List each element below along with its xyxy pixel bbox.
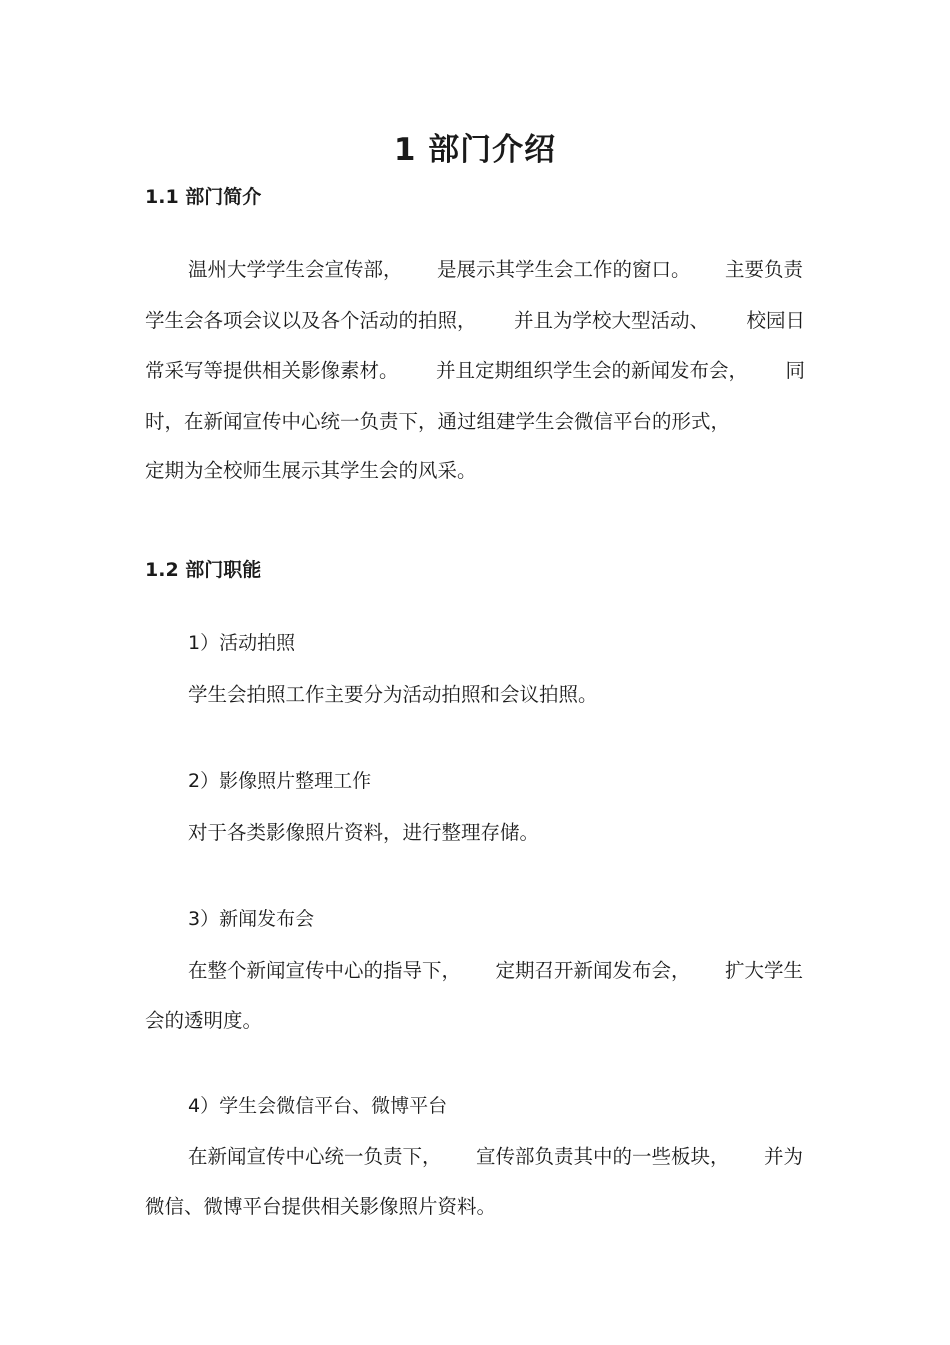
text-segment: 是展示其学生会工作的窗口。 (436, 258, 691, 281)
text-segment: 常采写等提供相关影像素材。 (145, 359, 399, 382)
text-segment: 并为 (763, 1145, 803, 1168)
section-heading-1-1: 1.1 部门简介 (145, 186, 262, 208)
text-segment: 并且为学校大型活动、 (513, 309, 709, 332)
section-heading-1-2: 1.2 部门职能 (145, 559, 262, 581)
text-segment: 在整个新闻宣传中心的指导下， (188, 959, 462, 982)
list-item-label: 4）学生会微信平台、微博平台 (188, 1095, 448, 1117)
text-segment: 宣传部负责其中的一些板块， (475, 1145, 730, 1168)
text-segment: 并且定期组织学生会的新闻发布会， (435, 359, 748, 382)
text-segment: 同 (785, 359, 805, 382)
text-segment: 校园日 (746, 309, 805, 332)
text-segment: 扩大学生 (724, 959, 803, 982)
text-segment: 学生会各项会议以及各个活动的拍照， (145, 309, 477, 332)
page-title: 1 部门介绍 (393, 132, 557, 168)
list-item-text (188, 1141, 803, 1169)
text-segment: 主要负责 (724, 258, 803, 281)
paragraph-line: 时，在新闻宣传中心统一负责下，通过组建学生会微信平台的形式， (145, 410, 731, 433)
text-segment: 温州大学学生会宣传部， (188, 258, 403, 281)
paragraph-line (188, 254, 803, 282)
text-segment: 定期召开新闻发布会， (495, 959, 691, 982)
list-item-text: 学生会拍照工作主要分为活动拍照和会议拍照。 (188, 683, 598, 706)
list-item-text: 对于各类影像照片资料，进行整理存储。 (188, 821, 540, 844)
paragraph-line (145, 305, 805, 333)
list-item-text: 微信、微博平台提供相关影像照片资料。 (145, 1195, 497, 1218)
list-item-text (188, 955, 803, 983)
paragraph-line: 定期为全校师生展示其学生会的风采。 (145, 459, 477, 482)
list-item-label: 1）活动拍照 (188, 632, 296, 654)
text-segment: 在新闻宣传中心统一负责下， (188, 1145, 442, 1168)
list-item-label: 2）影像照片整理工作 (188, 770, 372, 792)
paragraph-line (145, 355, 805, 383)
list-item-label: 3）新闻发布会 (188, 908, 315, 930)
list-item-text: 会的透明度。 (145, 1009, 263, 1032)
